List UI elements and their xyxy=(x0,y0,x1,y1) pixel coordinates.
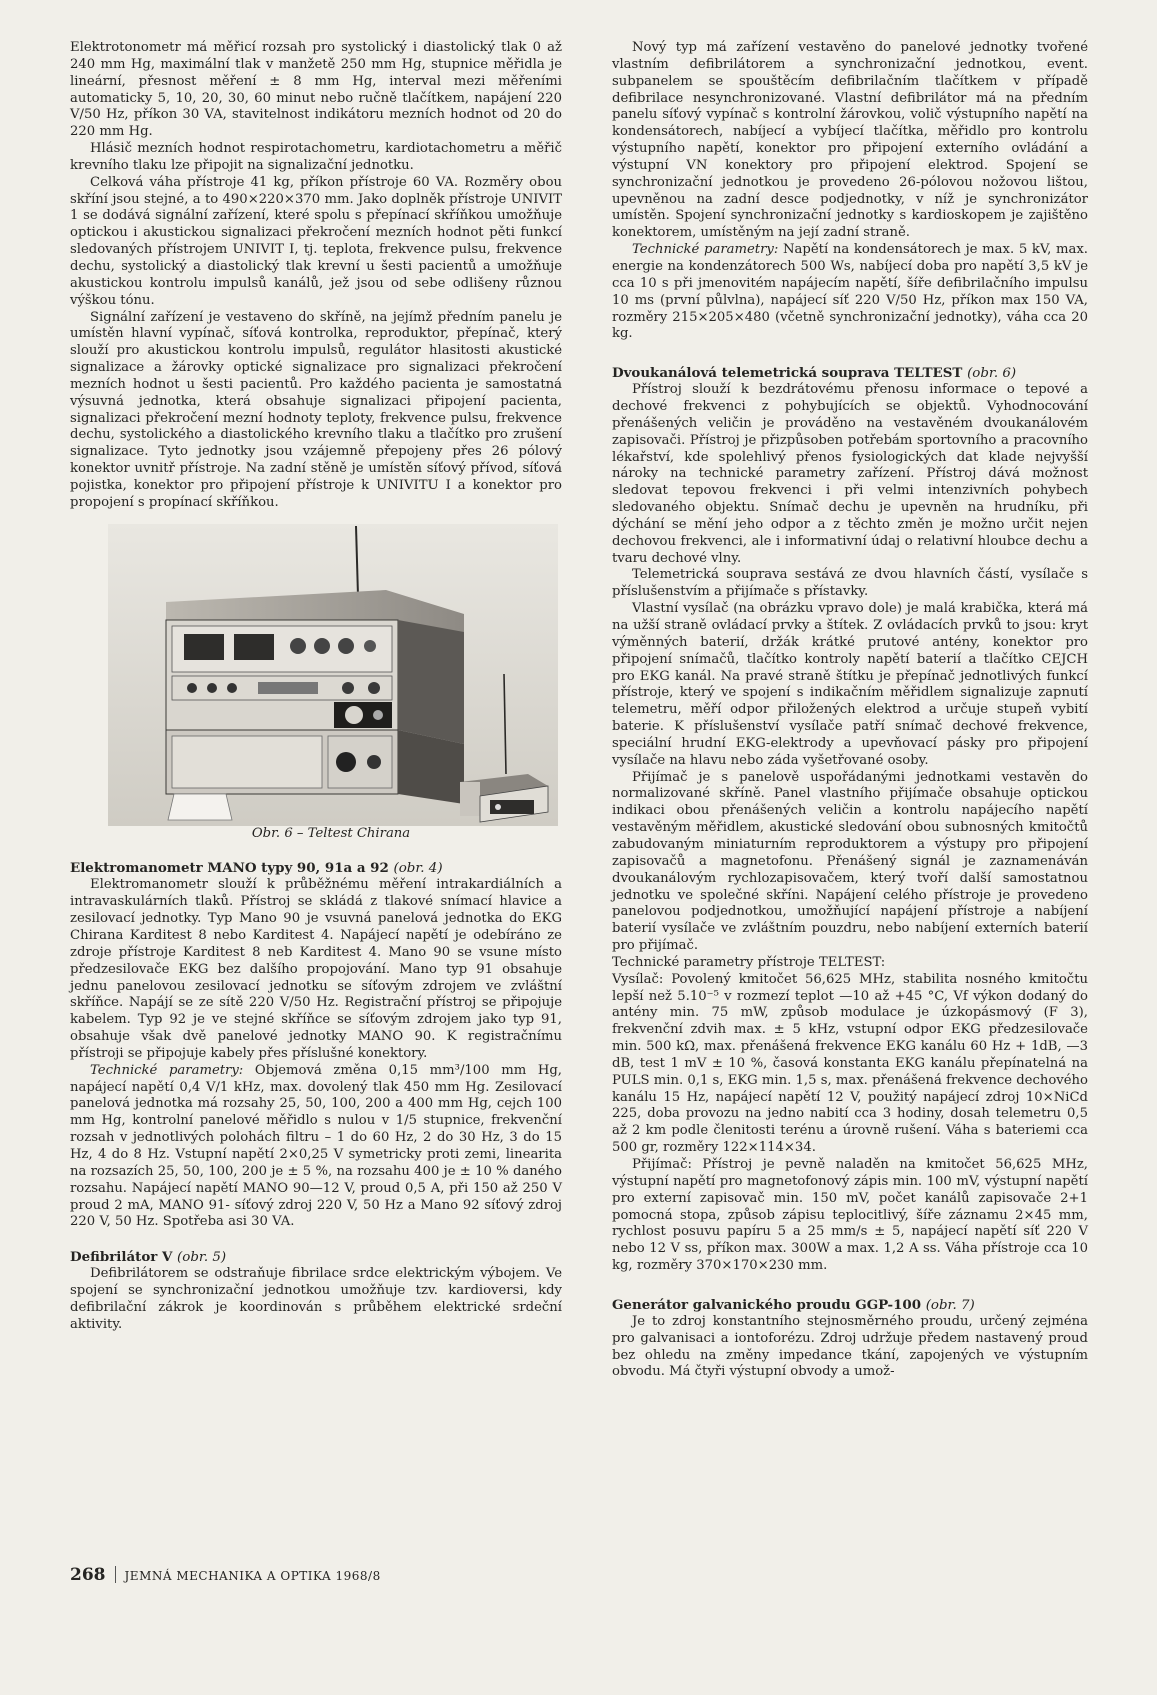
paragraph: Přístroj slouží k bezdrátovému přenosu informace o tepové a dechové frekvenci z pohybujících se objektů. Vyhodnocování přenášených veličin je prováděno na vestavěném dvoukanálovém zapisovači. Přístroj je přizpůsoben potřebám sportovního a pracovního lékařství, kde spolehlivý přenos fysiologických dat klade nejvyšší nároky na technické parametry zařízení. Přístroj dává možnost sledovat tepovou frekvenci i při velmi intenzivních pohybech sledovaného objektu. Snímač dechu je upevněn na hrudníku, při dýchání se mění jeho odpor a z těchto změn je možno určit nejen dechovou frekvenci, ale i informativní údaj o relativní hloubce dechu a tvaru dechové vlny. xyxy=(612,382,1088,566)
paragraph-text: Objemová změna 0,15 mm³/100 mm Hg, napájecí napětí 0,4 V/1 kHz, max. dovolený tlak 450 mm Hg. Zesilovací panelová jednotka má rozsahy 25, 50, 100, 200 a 400 mm Hg, cejch 100 mm Hg, kontrolní panelové měřidlo s nulou v 1/5 stupnice, frekvenční rozsah v jednotlivých polohách filtru – 1 do 60 Hz, 2 do 30 Hz, 3 do 15 Hz, 4 do 8 Hz. Vstupní napětí 2×0,25 V symetricky proti zemi, linearita na rozsazích 25, 50, 100, 200 je ± 5 %, na rozsahu 400 je ± 10 % daného rozsahu. Napájecí napětí MANO 90—12 V, proud 0,5 A, při 150 až 250 V proud 2 mA, MANO 91- síťový zdroj 220 V, 50 Hz a Mano 92 síťový zdroj 220 V, 50 Hz. Spotřeba asi 30 VA. xyxy=(70,1062,562,1230)
paragraph: Přijímač: Přístroj je pevně naladěn na kmitočet 56,625 MHz, výstupní napětí pro magnetofonový zápis min. 100 mV, výstupní napětí pro externí zapisovač min. 150 mV, počet kanálů zapisovače 2+1 pomocná stopa, způsob zápisu teplocitlivý, šíře záznamu 2×45 mm, rychlost posuvu papíru 5 a 25 mm/s ± 5, napájecí napětí síť 220 V nebo 12 V ss, příkon max. 300W a max. 1,2 A ss. Váha přístroje cca 10 kg, rozměry 370×170×230 mm. xyxy=(612,1157,1088,1274)
figure-caption: Obr. 6 – Teltest Chirana xyxy=(251,825,411,841)
emphasis: Technické parametry: xyxy=(90,1062,244,1078)
paragraph: Nový typ má zařízení vestavěno do panelové jednotky tvořené vlastním defibrilátorem a synchronizační jednotkou, event. subpanelem se spouštěcím defibrilačním tlačítkem v případě defibrilace nesynchronizované. Vlastní defibrilátor má na předním panelu síťový vypínač s kontrolní žárovkou, volič výstupního napětí na kondensátorech, nabíjecí a vybíjecí tlačítka, měřidlo pro kontrolu výstupního napětí, konektor pro připojení externího ovládání a výstupní VN konektory pro připojení elektrod. Spojení se synchronizační jednotkou je provedeno 26-pólovou nožovou lištou, upevněnou na zadní desce podjednotky, v níž je synchronizátor umístěn. Spojení synchronizační jednotky s kardioskopem je zajištěno konektorem, umístěným na její zadní straně. xyxy=(612,40,1088,241)
paragraph: Hlásič mezních hodnot respirotachometru, kardiotachometru a měřič krevního tlaku lze připojit na signalizační jednotku. xyxy=(70,141,562,173)
right-column xyxy=(612,40,1088,1381)
paragraph: Přijímač je s panelově uspořádanými jednotkami vestavěn do normalizované skříně. Panel vlastního přijímače obsahuje optickou indikaci obou přenášených veličin a kontrolu napájecího napětí vestavěným měřidlem, akustické sledování obou subnosných kmitočtů zabudovaným miniaturním reproduktorem a výstupy pro připojení zapisovačů a magnetofonu. Přenášený signál je zaznamenáván dvoukanálovým rychlozapisovačem, který tvoří další samostatnou jednotku ve společné skříni. Napájení celého přístroje je provedeno panelovou podjednotkou, umožňující napájení přístroje a nabíjení baterií vysílače ve zvláštním pouzdru, nebo nabíjení externích baterií pro přijímač. xyxy=(612,769,1088,954)
paragraph: Celková váha přístroje 41 kg, příkon přístroje 60 VA. Rozměry obou skříní jsou stejné, a to 490×220×370 mm. Jako doplněk přístroje UNIVIT 1 se dodává signální zařízení, které spolu s přepínací skříňkou umožňuje optickou i akustickou signalizaci překročení mezních hodnot pěti funkcí sledovaných přístrojem UNIVIT I, tj. teplota, frekvence pulsu, frekvence dechu, systolický a diastolický tlak krevní u šesti pacientů a umožňuje akustickou kontrolu impulsů kanálů, jež jsou od sebe odlišeny různou výškou tónu. xyxy=(70,174,562,308)
figure-ref: (obr. 6) xyxy=(967,366,1017,382)
heading-text: Generátor galvanického proudu GGP-100 xyxy=(612,1296,922,1313)
heading-text: Elektromanometr MANO typy 90, 91a a 92 xyxy=(70,860,389,877)
paragraph: Signální zařízení je vestaveno do skříně, na jejímž předním panelu je umístěn hlavní vypínač, síťová kontrolka, reproduktor, přepínač, který slouží pro akustickou kontrolu impulsů, regulátor hlasitosti akustické signalizace a žárovky optické signalizace pro signalizaci překročení mezních hodnot u šesti pacientů. Pro každého pacienta je samostatná výsuvná jednotka, která obsahuje signalizaci připojení pacienta, signalizaci překročení mezní hodnoty teploty, frekvence pulsu, frekvence dechu, systolického a diastolického krevního tlaku a tlačítko pro zrušení signalizace. Tyto jednotky jsou vzájemně přepojeny přes 26 pólový konektor uvnitř přístroje. Na zadní stěně je umístěn síťový přívod, síťová pojistka, konektor pro připojení přístroje k UNIVITU I a konektor pro propojení s propínací skříňkou. xyxy=(70,309,562,510)
page-number: 268 xyxy=(70,1565,106,1585)
paragraph: Vlastní vysílač (na obrázku vpravo dole) je malá krabička, která má na užší straně ovládací prvky a štítek. Z ovládacích prvků to jsou: kryt výměnných baterií, držák krátké prutové antény, konektor pro připojení snímačů, tlačítko kontroly napětí baterií a tlačítko CEJCH pro EKG kanál. Na pravé straně štítku je přepínač jednotlivých funkcí přístroje, který ve spojení s indikačním měřidlem signalizuje zapnutí telemetru, měří odpor přiložených elektrod a určuje stupeň vybití baterie. K příslušenství vysílače patří snímač dechové frekvence, speciální hrudní EKG-elektrody a upevňovací pásky pro připojení vysílače na hlavu nebo záda vyšetřované osoby. xyxy=(612,601,1088,768)
paragraph: Je to zdroj konstantního stejnosměrného proudu, určený zejména pro galvanisaci a iontoforézu. Zdroj udržuje předem nastavený proud bez ohledu na změny impedance tkání, zapojených ve výstupním obvodu. Má čtyři výstupní obvody a umož- xyxy=(612,1313,1088,1380)
journal-name: JEMNÁ MECHANIKA A OPTIKA 1968/8 xyxy=(124,1569,381,1583)
page-footer xyxy=(70,1565,381,1585)
figure-photo-teltest xyxy=(108,524,558,826)
paragraph-text: Napětí na kondensátorech je max. 5 kV, max. energie na kondenzátorech 500 Ws, nabíjecí doba pro napětí 3,5 kV je cca 10 s při jmenovitém napájecím napětí, šíře defibrilačního impulsu 10 ms (první půlvlna), napájecí síť 220 V/50 Hz, příkon max 150 VA, rozměry 215×205×480 (včetně synchronizační jednotky), váha cca 20 kg. xyxy=(612,242,1088,342)
left-column xyxy=(70,40,562,1334)
section-heading-defibrilator xyxy=(70,1249,562,1266)
heading-text: Defibrilátor V xyxy=(70,1249,173,1266)
paragraph: Technické parametry přístroje TELTEST: xyxy=(612,954,886,970)
paragraph: Elektromanometr slouží k průběžnému měření intrakardiálních a intravaskulárních tlaků. Přístroj se skládá z tlakové snímací hlavice a zesilovací jednotky. Typ Mano 90 je vsuvná panelová jednotka do EKG Chirana Karditest 8 nebo Karditest 4. Napájecí napětí je odebíráno ze zdroje přístroje Karditest 8 neb Karditest 4. Mano 90 se vsune místo předzesilovače EKG bez dalšího propojování. Mano typ 91 obsahuje jednu panelovou zesilovací jednotku se síťovým zdrojem ve zvláštní skříňce. Napájí se ze sítě 220 V/50 Hz. Registrační přístroj se připojuje kabelem. Typ 92 je ve stejné skříňce se síťovým zdrojem jako typ 91, obsahuje však dvě panelové jednotky MANO 90. K registračnímu přístroji se připojuje kabely přes příslušné konektory. xyxy=(70,877,562,1061)
paragraph xyxy=(612,242,1088,343)
footer-divider xyxy=(115,1566,116,1583)
emphasis: Technické parametry: xyxy=(632,242,779,258)
paragraph: Vysílač: Povolený kmitočet 56,625 MHz, stabilita nosného kmitočtu lepší než 5.10⁻⁵ v rozmezí teplot —10 až +45 °C, Vf výkon dodaný do antény min. 75 mW, způsob modulace je úzkopásmový (F 3), frekvenční zdvih max. ± 5 kHz, vstupní odpor EKG předzesilovače min. 500 kΩ, max. přenášená frekvence EKG kanálu 60 Hz + 1dB, —3 dB, test 1 mV ± 10 %, časová konstanta EKG kanálu přepínatelná na PULS min. 0,1 s, EKG min. 1,5 s, max. přenášená frekvence dechového kanálu 15 Hz, napájecí napětí 12 V, použitý napájecí zdroj 10×NiCd 225, doba provozu na jedno nabití cca 3 hodiny, dosah telemetru 0,5 až 2 km podle členitosti terénu a úrovně rušení. Váha s bateriemi cca 500 gr, rozměry 122×114×34. xyxy=(612,971,1088,1156)
heading-text: Dvoukanálová telemetrická souprava TELTEST xyxy=(612,365,963,382)
teltest-device-image xyxy=(108,524,558,826)
paragraph: Elektrotonometr má měřicí rozsah pro systolický i diastolický tlak 0 až 240 mm Hg, maximální tlak v manžetě 250 mm Hg, stupnice měřidla je lineární, přesnost měření ± 8 mm Hg, interval mezi měřeními automaticky 5, 10, 20, 30, 60 minut nebo ručně tlačítkem, napájení 220 V/50 Hz, příkon 30 VA, stavitelnost indikátoru mezních hodnot od 20 do 220 mm Hg. xyxy=(70,40,562,140)
section-heading-teltest xyxy=(612,365,1088,382)
figure-ref: (obr. 4) xyxy=(393,861,443,877)
paragraph xyxy=(70,1063,562,1231)
figure-ref: (obr. 5) xyxy=(177,1250,227,1266)
figure-ref: (obr. 7) xyxy=(925,1297,975,1313)
paragraph: Telemetrická souprava sestává ze dvou hlavních částí, vysílače s příslušenstvím a přijímače s přístavky. xyxy=(612,567,1088,600)
section-heading-ggp xyxy=(612,1297,1088,1314)
section-heading-mano xyxy=(70,860,562,877)
paragraph: Defibrilátorem se odstraňuje fibrilace srdce elektrickým výbojem. Ve spojení se synchronizační jednotkou umožňuje tzv. kardioversi, kdy defibrilační zákrok je koordinován s průběhem elektrické srdeční aktivity. xyxy=(70,1266,562,1332)
